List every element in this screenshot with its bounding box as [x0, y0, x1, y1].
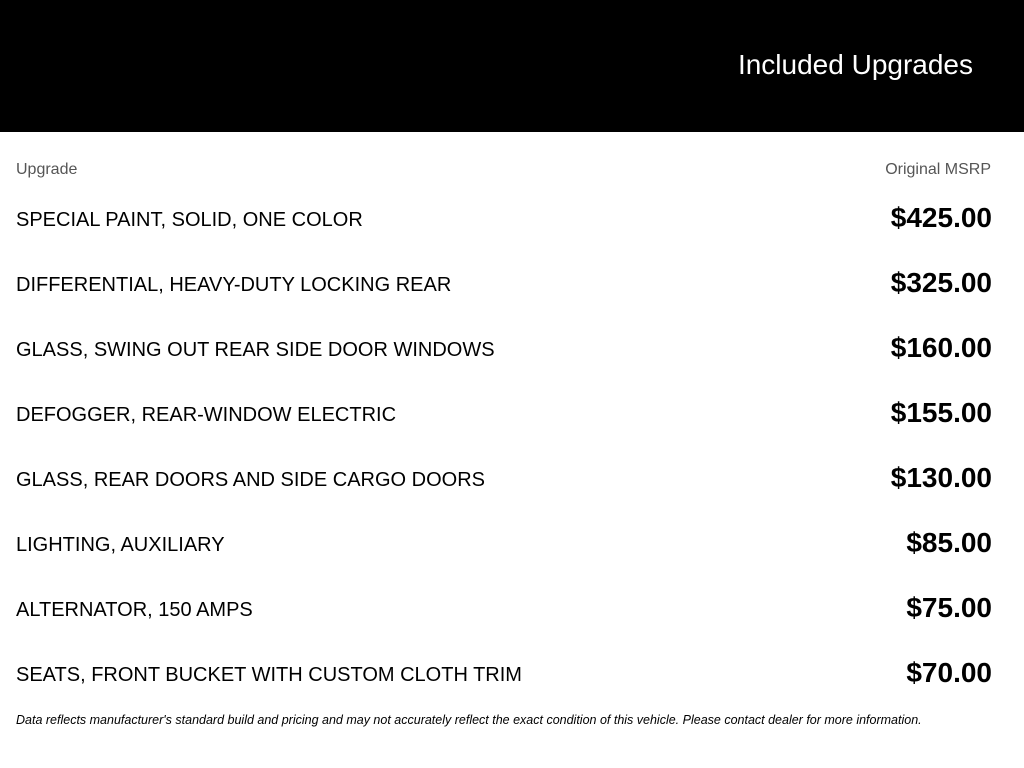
table-row	[0, 380, 1024, 445]
table-row	[0, 315, 1024, 380]
upgrade-name: SEATS, FRONT BUCKET WITH CUSTOM CLOTH TRIM	[16, 664, 522, 686]
upgrade-name: GLASS, REAR DOORS AND SIDE CARGO DOORS	[16, 469, 485, 491]
upgrade-price: $70.00	[906, 657, 992, 688]
upgrade-name: DIFFERENTIAL, HEAVY-DUTY LOCKING REAR	[16, 274, 452, 296]
table-row	[0, 510, 1024, 575]
upgrade-name: SPECIAL PAINT, SOLID, ONE COLOR	[16, 209, 363, 231]
upgrade-price: $425.00	[890, 202, 992, 233]
table-row	[0, 445, 1024, 510]
upgrade-price: $325.00	[890, 267, 992, 298]
table-row	[0, 185, 1024, 250]
upgrade-name: GLASS, SWING OUT REAR SIDE DOOR WINDOWS	[16, 339, 495, 361]
upgrade-name: LIGHTING, AUXILIARY	[16, 534, 225, 556]
upgrade-price: $75.00	[906, 592, 992, 623]
upgrade-price: $155.00	[890, 397, 992, 428]
page-title: Included Upgrades	[737, 49, 973, 80]
upgrade-price: $160.00	[890, 332, 992, 363]
upgrade-name: ALTERNATOR, 150 AMPS	[16, 599, 253, 621]
column-header-msrp: Original MSRP	[885, 161, 991, 178]
table-row	[0, 640, 1024, 705]
table-row	[0, 575, 1024, 640]
header-banner	[0, 0, 1024, 132]
upgrade-price: $85.00	[906, 527, 992, 558]
column-header-upgrade: Upgrade	[16, 161, 78, 178]
table-row	[0, 250, 1024, 315]
upgrade-name: DEFOGGER, REAR-WINDOW ELECTRIC	[16, 404, 397, 426]
upgrades-list	[0, 185, 1024, 705]
disclaimer-text: Data reflects manufacturer's standard build and pricing and may not accurately reflect the exact condition of this vehicle. Please contact dealer for more information.	[16, 713, 922, 727]
upgrade-price: $130.00	[890, 462, 992, 493]
